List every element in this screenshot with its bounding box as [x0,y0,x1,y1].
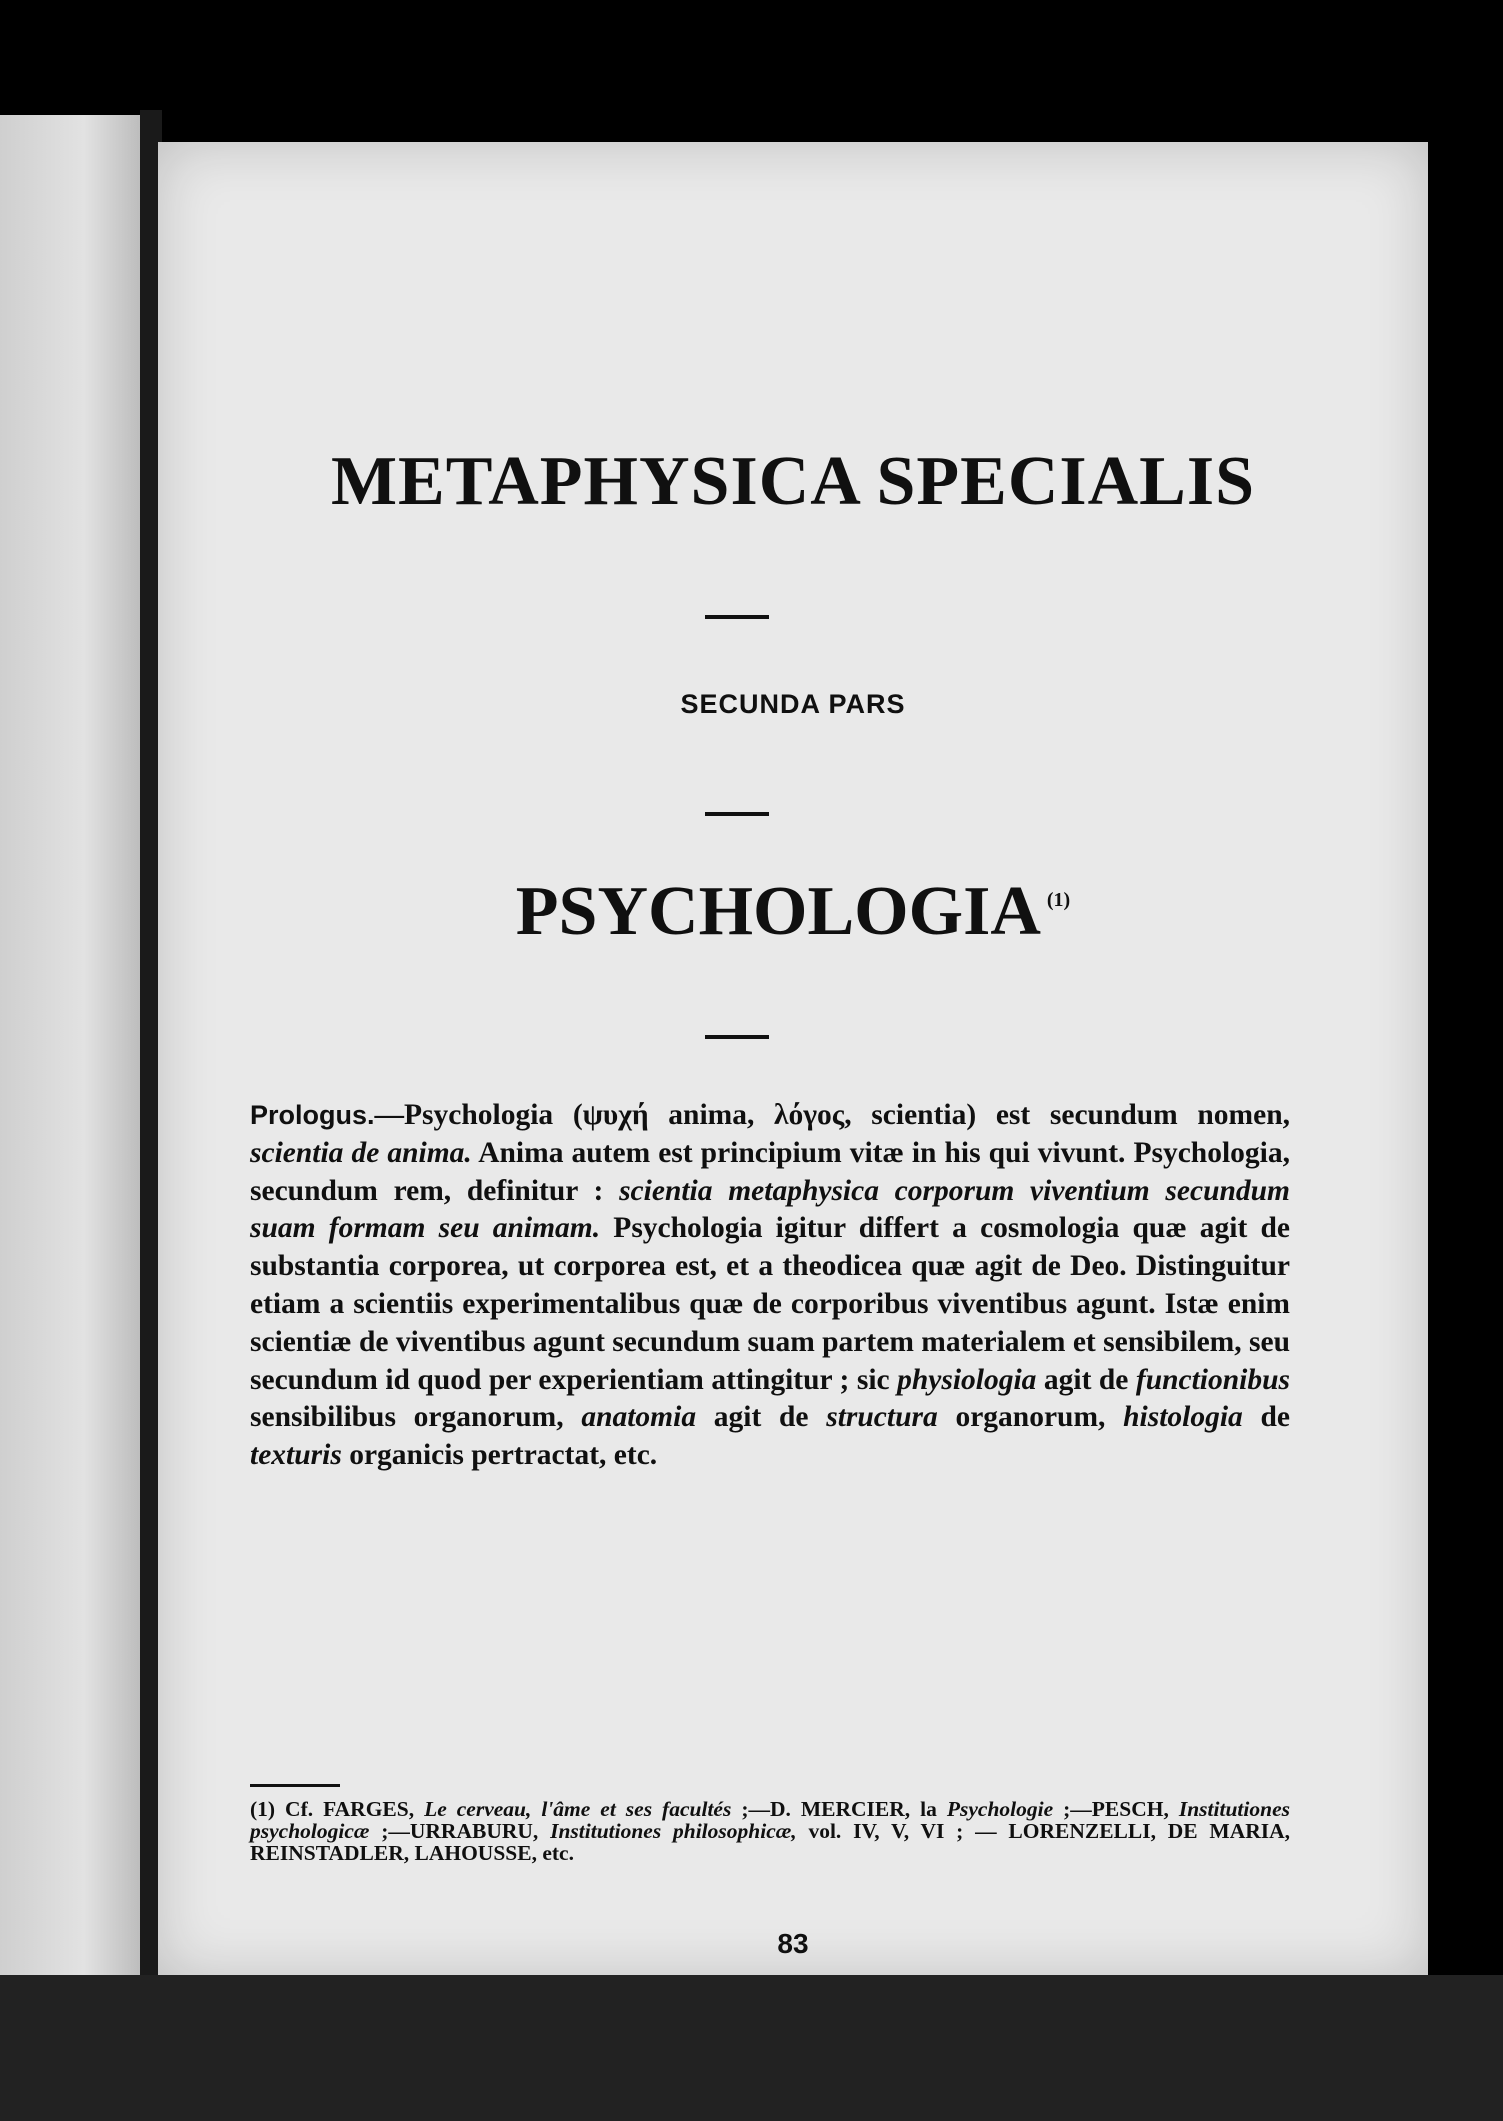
italic-definition: scientia metaphysica corporum viventium secundum suam formam seu animam. [250,1174,1290,1245]
prologue-text: Psychologia igitur differt a cosmologia quæ agit de substantia corporea, ut corporea est, et a theodicea quæ agit de Deo. Distinguitur etiam a scientiis experimentalibus quæ de corporibus viventibus agunt. Istæ enim scientiæ de viventibus agunt secundum suam partem materialem et sensibilem, seu secundum id quod per experientiam attingitur ; sic [250,1212,1290,1396]
greek-word: λόγος, [774,1099,852,1131]
italic-term: anatomia [581,1401,697,1434]
footnote [250,1798,1290,1864]
main-title: METAPHYSICA SPECIALIS [330,443,1256,520]
footnote-title: Psychologie [946,1797,1054,1821]
footnote-title: Institutiones philosophicæ, [550,1819,797,1843]
part-title-text: PSYCHOLOGIA [515,873,1041,950]
italic-term: scientia de anima. [250,1136,472,1169]
footnote-text: vol. IV, V, VI ; — LORENZELLI, DE MARIA, REINSTADLER, LAHOUSSE, etc. [250,1819,1291,1865]
prologue-text: organicis pertractat, etc. [341,1439,658,1472]
italic-term: structura [826,1401,938,1434]
greek-word: ψυχή [582,1099,649,1131]
part-divider [705,1035,769,1039]
part-title [158,872,1428,952]
prologue-text: agit de [1036,1363,1136,1396]
footnote-text: ;—D. MERCIER, la [731,1797,947,1821]
footnote-text: (1) Cf. FARGES, [250,1797,425,1821]
section-label: SECUNDA PARS [680,689,906,719]
prologue-text: de [1242,1401,1290,1434]
prologue-paragraph [250,1097,1290,1475]
prologue-text: scientia) est secundum nomen, [851,1099,1290,1131]
title-divider [705,615,769,619]
footnote-text: ;—PESCH, [1053,1797,1179,1821]
prologue-text: anima, [648,1099,775,1131]
section-divider [705,812,769,816]
italic-term: functionibus [1135,1363,1290,1396]
book-page [158,142,1428,1978]
prologue-text: —Psychologia ( [374,1099,583,1131]
prologue-text: Anima autem est principium vitæ in his qui vivunt. Psychologia, secundum rem, definitur : [250,1136,1290,1207]
prologue-text: sensibilibus organorum, [250,1401,582,1434]
prologue-text: agit de [696,1401,827,1434]
footnote-title: Le cerveau, l'âme et ses facultés [424,1797,732,1821]
italic-term: texturis [250,1439,342,1472]
footnote-rule [250,1784,340,1787]
footnote-title: Institutiones psychologicæ [250,1797,1290,1843]
facing-page-edge [0,115,140,1995]
italic-term: histologia [1123,1401,1243,1434]
prologue-label: Prologus. [250,1100,375,1130]
page-number: 83 [777,1928,809,1959]
footnote-marker: (1) [1046,889,1071,911]
italic-term: physiologia [897,1363,1037,1396]
footnote-text: ;—URRABURU, [369,1819,551,1843]
prologue-text: organorum, [937,1401,1124,1434]
scan-border [0,1975,1503,2121]
